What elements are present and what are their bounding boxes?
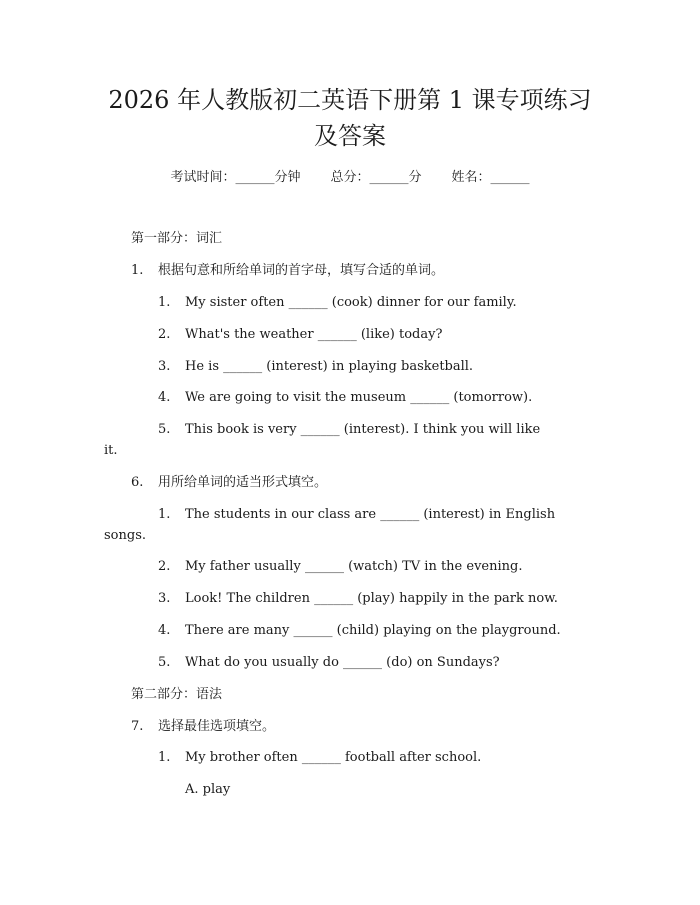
document-title-line-1: 2026 年人教版初二英语下册第 1 课专项练习 [108,86,592,114]
total-score-field: 总分：______分 [330,170,422,185]
sub-item-number: 2. [158,559,171,574]
sub-item-text: Look! The children ______ (play) happily in the park now. [185,591,558,606]
sub-item-text: My father usually ______ (watch) TV in the evening. [185,559,523,574]
question-instruction: 用所给单词的适当形式填空。 [158,475,328,490]
question-number: 7. [131,719,144,734]
sub-item-number: 1. [158,507,171,522]
sub-item-text: There are many ______ (child) playing on the playground. [185,623,561,638]
document-title-line-2: 及答案 [314,122,386,150]
sub-item-number: 2. [158,327,171,342]
sub-item-number: 5. [158,655,171,670]
sub-item-text: We are going to visit the museum ______ (tomorrow). [185,390,533,405]
question-number: 1. [131,263,144,278]
sub-item-text: What's the weather ______ (like) today? [185,327,443,342]
sub-item-text: This book is very ______ (interest). I think you will like [185,422,541,437]
sub-item-number: 3. [158,359,171,374]
sub-item-text-continuation: songs. [104,528,146,543]
sub-item-text: The students in our class are ______ (interest) in English [185,507,556,522]
sub-item-number: 4. [158,623,171,638]
sub-item-text-continuation: it. [104,443,118,458]
sub-item-text: What do you usually do ______ (do) on Sundays? [185,655,500,670]
sub-item-text: My sister often ______ (cook) dinner for our family. [185,295,517,310]
exam-time-field: 考试时间：______分钟 [170,170,301,185]
sub-item-text: He is ______ (interest) in playing basketball. [185,359,474,374]
student-name-field: 姓名：______ [451,170,530,185]
sub-item-text: My brother often ______ football after school. [185,750,482,765]
sub-item-number: 5. [158,422,171,437]
section-heading-grammar: 第二部分：语法 [131,687,223,702]
sub-item-number: 1. [158,750,171,765]
question-instruction: 根据句意和所给单词的首字母，填写合适的单词。 [158,263,445,278]
exam-info-row [0,169,700,187]
sub-item-number: 3. [158,591,171,606]
question-number: 6. [131,475,144,490]
sub-item-number: 4. [158,390,171,405]
question-instruction: 选择最佳选项填空。 [158,719,276,734]
sub-item-number: 1. [158,295,171,310]
section-heading-vocabulary: 第一部分：词汇 [131,231,223,246]
answer-option: A. play [185,782,231,797]
